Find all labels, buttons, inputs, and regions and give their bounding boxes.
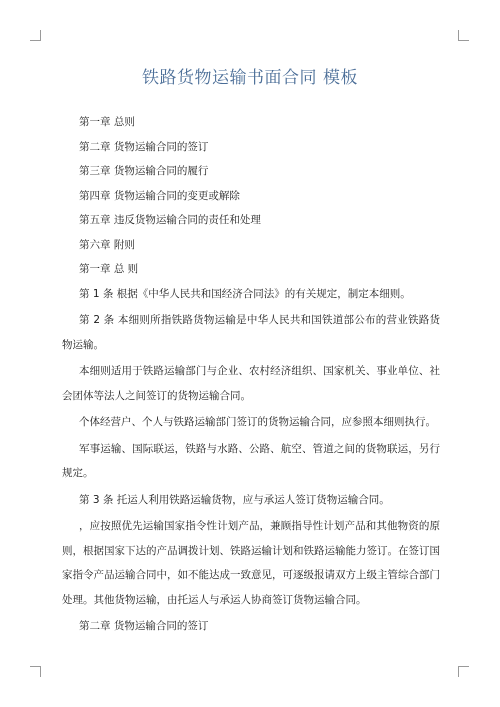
page-corner-mark-top-left: [30, 30, 41, 41]
article-2-scope: 本细则适用于铁路运输部门与企业、农村经济组织、国家机关、事业单位、社会团体等法人之间签订的货物运输合同。: [62, 365, 440, 402]
toc-item-modification: 第四章 货物运输合同的变更或解除: [79, 189, 240, 202]
document-body: [62, 110, 440, 639]
page-corner-mark-top-right: [458, 30, 469, 41]
document-title: 铁路货物运输书面合同 模板: [142, 68, 358, 88]
toc-item-general: 第一章 总则: [79, 116, 135, 128]
page-corner-mark-bottom-right: [458, 666, 469, 677]
toc-item-supplementary: 第六章 附则: [79, 238, 135, 251]
chapter-2-heading: 第二章 货物运输合同的签订: [79, 620, 209, 632]
toc-item-liability: 第五章 违反货物运输合同的责任和处理: [79, 214, 261, 226]
article-2-exclusions: 军事运输、国际联运，铁路与水路、公路、航空、管道之间的货物联运，另行规定。: [62, 442, 440, 479]
article-1: 第 1 条 根据《中华人民共和国经济合同法》的有关规定，制定本细则。: [79, 287, 411, 300]
article-2-individuals: 个体经营户、个人与铁路运输部门签订的货物运输合同，应参照本细则执行。: [79, 416, 436, 428]
page-corner-mark-bottom-left: [30, 666, 41, 677]
chapter-1-heading: 第一章 总 则: [79, 263, 139, 275]
article-2: 第 2 条 本细则所指铁路货物运输是中华人民共和国铁道部公布的营业铁路货物运输。: [62, 314, 440, 351]
article-3: 第 3 条 托运人利用铁路运输货物，应与承运人签订货物运输合同。: [79, 493, 390, 506]
toc-item-performance: 第三章 货物运输合同的履行: [79, 165, 209, 177]
toc-item-signing: 第二章 货物运输合同的签订: [79, 140, 209, 153]
article-3-principles: ，应按照优先运输国家指令性计划产品，兼顾指导性计划产品和其他物资的原则，根据国家下达的产品调拨计划、铁路运输计划和铁路运输能力签订。在签订国家指令产品运输合同中，如不能达成一致意见，可逐级报请双方上级主管综合部门处理。其他货物运输，由托运人与承运人协商签订货物运输合同。: [62, 520, 440, 606]
